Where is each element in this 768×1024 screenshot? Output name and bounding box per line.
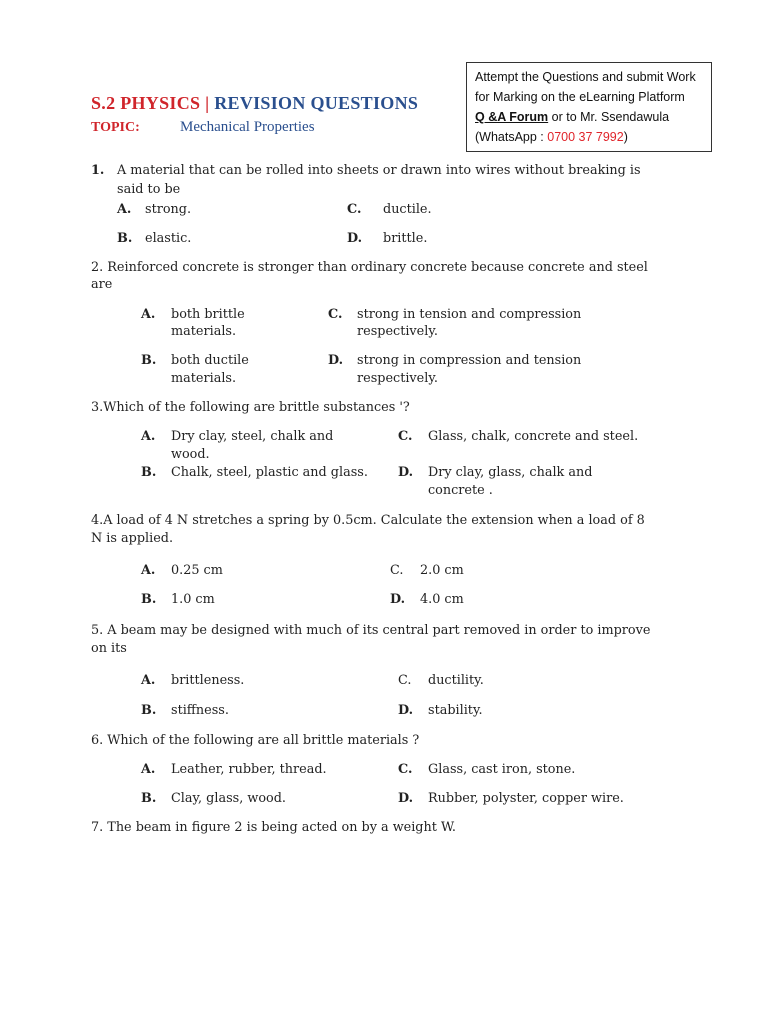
q3-option-b-letter: B.	[141, 465, 157, 480]
q4-option-d-text: 4.0 cm	[420, 592, 464, 607]
whatsapp-label: (WhatsApp :	[475, 130, 548, 144]
q4-option-a-letter: A.	[141, 563, 156, 578]
question-5-text-line-2: on its	[91, 641, 127, 656]
q3-option-a-line-2: wood.	[171, 447, 210, 462]
q2-option-b-line-1: both ductile	[171, 353, 249, 368]
q5-option-d-text: stability.	[428, 703, 483, 718]
notice-line-4	[475, 127, 703, 147]
q6-option-a-letter: A.	[141, 762, 156, 777]
q6-option-a-text: Leather, rubber, thread.	[171, 762, 327, 777]
q3-option-c-text: Glass, chalk, concrete and steel.	[428, 429, 639, 444]
q3-option-a-line-1: Dry clay, steel, chalk and	[171, 429, 334, 444]
q2-option-c-letter: C.	[328, 307, 343, 322]
q3-option-d-letter: D.	[398, 465, 414, 480]
question-4-text-line-2: N is applied.	[91, 531, 174, 546]
question-1-text-line-2: said to be	[117, 182, 181, 197]
q1-option-c-letter: C.	[347, 202, 362, 217]
question-7-text: 7. The beam in figure 2 is being acted on by a weight W.	[91, 820, 456, 835]
q1-option-d-letter: D.	[347, 231, 363, 246]
topic-label: TOPIC:	[91, 120, 140, 135]
q2-option-b-line-2: materials.	[171, 371, 237, 386]
q2-option-d-line-2: respectively.	[357, 371, 438, 386]
notice-line-1: Attempt the Questions and submit Work	[475, 70, 696, 84]
q1-option-b-letter: B.	[117, 231, 133, 246]
q4-option-a-text: 0.25 cm	[171, 563, 223, 578]
notice-line-3	[475, 107, 703, 127]
q3-option-b-text: Chalk, steel, plastic and glass.	[171, 465, 368, 480]
question-1-text-line-1: A material that can be rolled into sheets or drawn into wires without breaking is	[117, 163, 641, 178]
q5-option-d-letter: D.	[398, 703, 414, 718]
q2-option-a-line-2: materials.	[171, 324, 237, 339]
q5-option-c-text: ductility.	[428, 673, 484, 688]
q1-option-c-text: ductile.	[383, 202, 432, 217]
qa-forum-link[interactable]: Q &A Forum	[475, 110, 549, 124]
question-4-text-line-1: 4.A load of 4 N stretches a spring by 0.5cm. Calculate the extension when a load of 8	[91, 513, 645, 528]
q3-option-d-line-2: concrete .	[428, 483, 493, 498]
q1-option-b-text: elastic.	[145, 231, 192, 246]
q1-option-d-text: brittle.	[383, 231, 428, 246]
q2-option-d-letter: D.	[328, 353, 344, 368]
submission-notice-box	[466, 62, 712, 152]
notice-line-2: for Marking on the eLearning Platform	[475, 90, 685, 104]
q6-option-d-text: Rubber, polyster, copper wire.	[428, 791, 624, 806]
q5-option-a-text: brittleness.	[171, 673, 245, 688]
q6-option-b-text: Clay, glass, wood.	[171, 791, 286, 806]
whatsapp-close: )	[623, 130, 628, 144]
question-2-text-line-1: 2. Reinforced concrete is stronger than ordinary concrete because concrete and steel	[91, 260, 648, 275]
q5-option-b-letter: B.	[141, 703, 157, 718]
q2-option-c-line-2: respectively.	[357, 324, 438, 339]
q5-option-c-letter: C.	[398, 673, 412, 688]
q4-option-b-text: 1.0 cm	[171, 592, 215, 607]
q6-option-c-text: Glass, cast iron, stone.	[428, 762, 576, 777]
q2-option-a-letter: A.	[141, 307, 156, 322]
q5-option-b-text: stiffness.	[171, 703, 229, 718]
question-1-number: 1.	[91, 163, 105, 178]
q4-option-c-letter: C.	[390, 563, 404, 578]
q2-option-c-line-1: strong in tension and compression	[357, 307, 582, 322]
page-title	[91, 93, 418, 114]
whatsapp-number: 0700 37 7992	[547, 130, 624, 144]
question-5-text-line-1: 5. A beam may be designed with much of its central part removed in order to improve	[91, 623, 651, 638]
q3-option-a-letter: A.	[141, 429, 156, 444]
q1-option-a-letter: A.	[117, 202, 132, 217]
q1-option-a-text: strong.	[145, 202, 192, 217]
q6-option-c-letter: C.	[398, 762, 413, 777]
q3-option-d-line-1: Dry clay, glass, chalk and	[428, 465, 593, 480]
q5-option-a-letter: A.	[141, 673, 156, 688]
question-3-text: 3.Which of the following are brittle substances '?	[91, 400, 410, 415]
title-subject: S.2 PHYSICS |	[91, 93, 210, 113]
q4-option-d-letter: D.	[390, 592, 406, 607]
q6-option-d-letter: D.	[398, 791, 414, 806]
q6-option-b-letter: B.	[141, 791, 157, 806]
q2-option-d-line-1: strong in compression and tension	[357, 353, 582, 368]
question-2-text-line-2: are	[91, 277, 113, 292]
question-6-text: 6. Which of the following are all brittle materials ?	[91, 733, 420, 748]
q2-option-a-line-1: both brittle	[171, 307, 245, 322]
q2-option-b-letter: B.	[141, 353, 157, 368]
q4-option-c-text: 2.0 cm	[420, 563, 464, 578]
q3-option-c-letter: C.	[398, 429, 413, 444]
q4-option-b-letter: B.	[141, 592, 157, 607]
notice-line-3-rest: or to Mr. Ssendawula	[548, 110, 670, 124]
topic-value: Mechanical Properties	[180, 119, 315, 135]
title-heading: REVISION QUESTIONS	[214, 93, 419, 113]
